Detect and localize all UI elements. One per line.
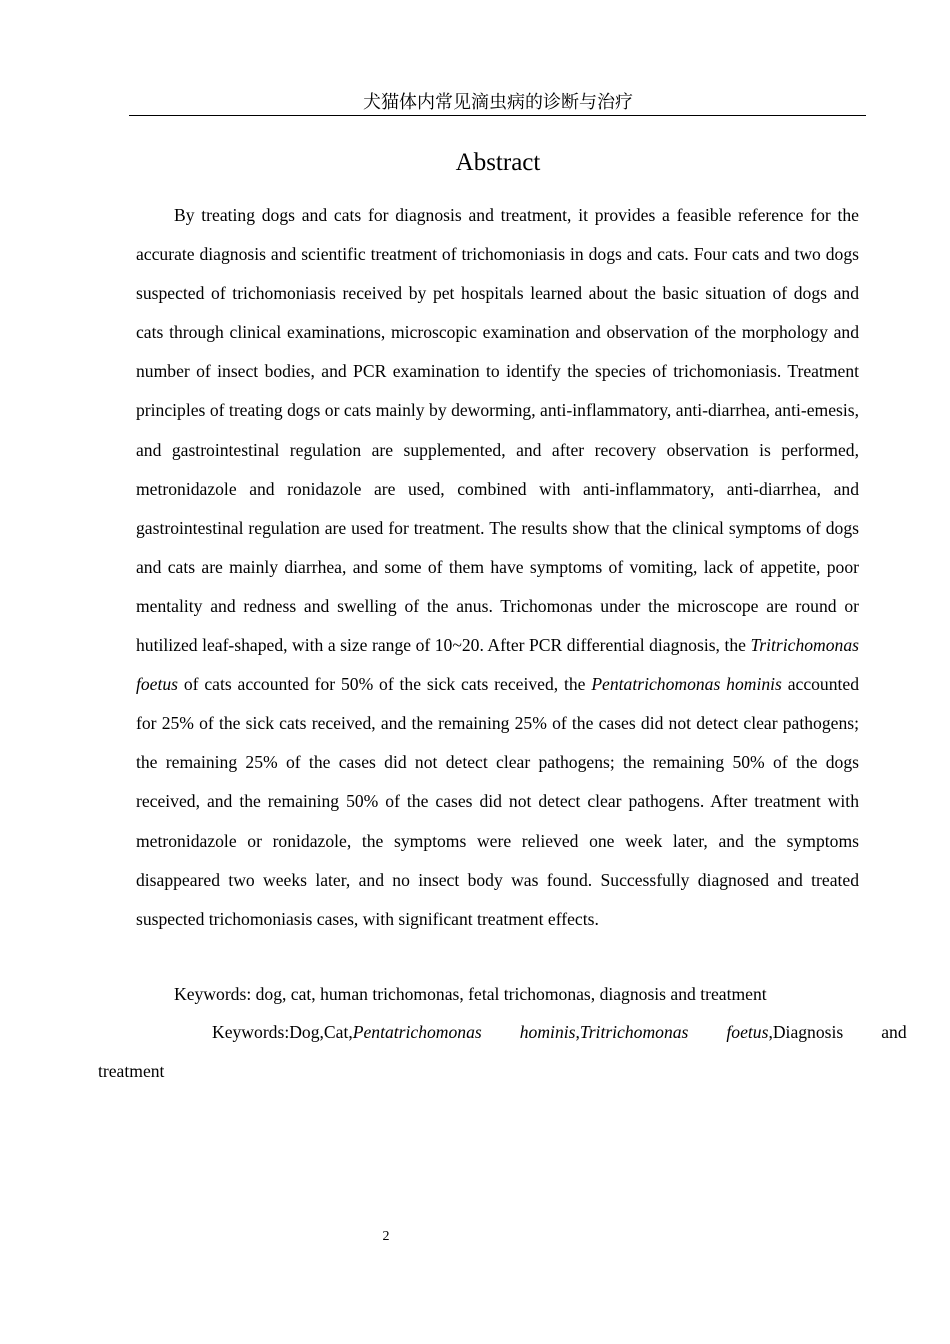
keyword-term: Pentatrichomonas: [352, 1022, 482, 1042]
abstract-heading: Abstract: [455, 149, 541, 176]
abstract-text-segment: of cats accounted for 50% of the sick cats received, the: [178, 674, 592, 695]
page-number: 2: [382, 1229, 390, 1244]
keywords-formal-line-1: [136, 1013, 907, 1052]
species-name-tritrichomonas: Tritrichomonas foetus: [136, 635, 859, 695]
abstract-text-segment: accounted for 25% of the sick cats received, and the remaining 25% of the cases did not detect clear pathogens; the remaining 25% of the cases did not detect clear pathogens; the remaining 50% of the dogs received, and the remaining 50% of the cases did not detect clear pathogens. After treatment with metronidazole or ronidazole, the symptoms were relieved one week later, and the symptoms disappeared two weeks later, and no insect body was found. Successfully diagnosed and treated suspected trichomoniasis cases, with significant treatment effects.: [136, 674, 860, 929]
keyword-term: treatment: [98, 1061, 165, 1081]
species-name-pentatrichomonas: Pentatrichomonas hominis: [591, 674, 782, 695]
keywords-formal-head: [174, 1013, 482, 1052]
keywords-formal-line-2: [98, 1052, 859, 1091]
keywords-formal: [98, 1013, 907, 1091]
keyword-term: ,Diagnosis: [768, 1022, 844, 1042]
keywords-formal-mid: [482, 1013, 689, 1052]
keyword-term: and: [881, 1022, 907, 1042]
running-header-title: 犬猫体内常见滴虫病的诊断与治疗: [363, 92, 633, 113]
abstract-text-segment: By treating dogs and cats for diagnosis and treatment, it provides a feasible reference for the accurate diagnosis and scientific treatment of trichomoniasis in dogs and cats. Four cats and two dogs suspected of trichomoniasis received by pet hospitals learned about the basic situation of dogs and cats through clinical examinations, microscopic examination and observation of the morphology and number of insect bodies, and PCR examination to identify the species of trichomoniasis. Treatment principles of treating dogs or cats mainly by deworming, anti-inflammatory, anti-diarrhea, anti-emesis, and gastrointestinal regulation are supplemented, and after recovery observation is performed, metronidazole and ronidazole are used, combined with anti-inflammatory, anti-diarrhea, and gastrointestinal regulation are used for treatment. The results show that the clinical symptoms of dogs and cats are mainly diarrhea, and some of them have symptoms of vomiting, lack of appetite, poor mentality and redness and swelling of the anus. Trichomonas under the microscope are round or hutilized leaf-shaped, with a size range of 10~20. After PCR differential diagnosis, the: [136, 205, 859, 656]
keyword-term: Tritrichomonas: [579, 1022, 689, 1042]
keyword-term: foetus: [726, 1022, 769, 1042]
header-divider: [129, 115, 866, 116]
keywords-formal-mid2: [688, 1013, 843, 1052]
keyword-separator: ,: [575, 1022, 580, 1042]
keyword-term: hominis: [519, 1022, 576, 1042]
keywords-plain: Keywords: dog, cat, human trichomonas, fetal trichomonas, diagnosis and treatment: [174, 984, 767, 1004]
keywords-prefix: Keywords:Dog,Cat,: [212, 1022, 353, 1042]
abstract-body: [136, 196, 859, 939]
